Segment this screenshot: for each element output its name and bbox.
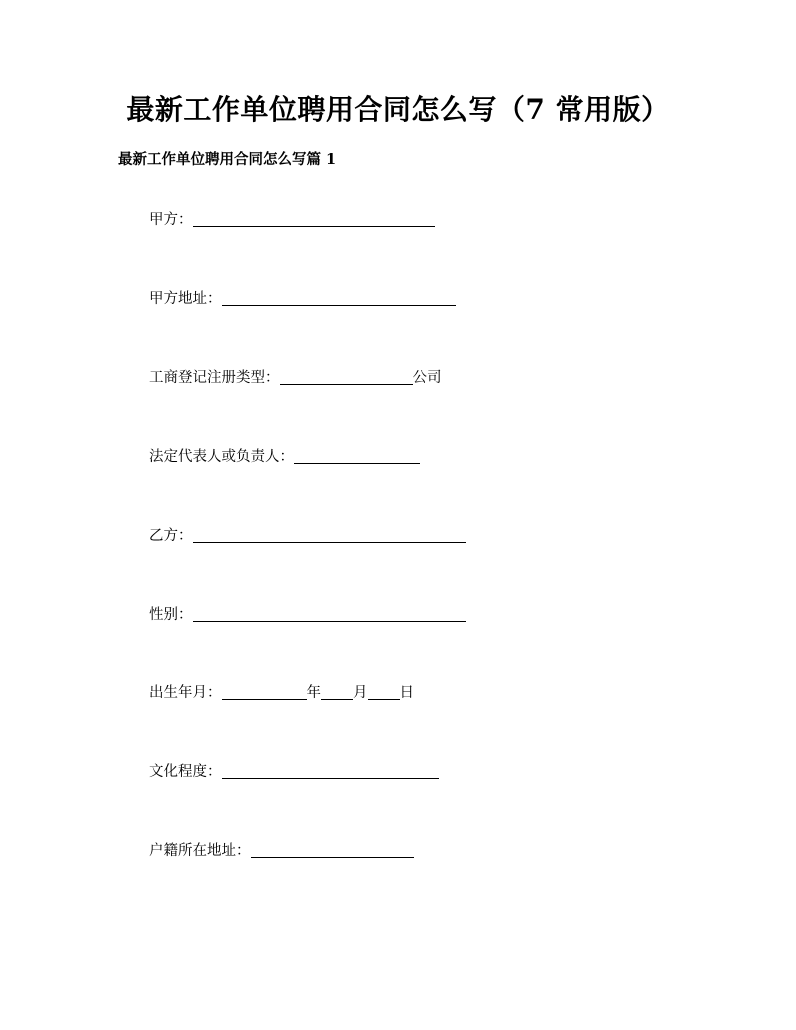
business-registration-type-label: 工商登记注册类型：	[149, 370, 280, 386]
birth-year-unit: 年	[306, 685, 321, 701]
party-a-field	[149, 209, 435, 231]
section-heading: 最新工作单位聘用合同怎么写篇 1	[118, 151, 337, 168]
legal-representative-field	[149, 446, 420, 468]
party-b-blank[interactable]	[193, 526, 466, 543]
birth-day-unit: 日	[399, 685, 414, 701]
party-a-address-label: 甲方地址：	[149, 291, 222, 307]
party-b-label: 乙方：	[149, 528, 193, 544]
household-address-blank[interactable]	[251, 841, 414, 858]
birth-month-unit: 月	[353, 685, 368, 701]
education-blank[interactable]	[222, 762, 439, 779]
party-a-address-field	[149, 288, 456, 310]
birth-year-blank[interactable]	[222, 683, 307, 700]
document-title: 最新工作单位聘用合同怎么写（7 常用版）	[126, 93, 670, 126]
birth-month-blank[interactable]	[321, 683, 353, 700]
gender-field	[149, 604, 466, 626]
party-a-blank[interactable]	[193, 210, 435, 227]
birth-date-label: 出生年月：	[149, 685, 222, 701]
legal-representative-blank[interactable]	[294, 447, 420, 464]
education-field	[149, 761, 439, 783]
birth-date-field	[149, 682, 414, 704]
education-label: 文化程度：	[149, 764, 222, 780]
legal-representative-label: 法定代表人或负责人：	[149, 449, 294, 465]
party-b-field	[149, 525, 466, 547]
household-address-label: 户籍所在地址：	[149, 843, 251, 859]
household-address-field	[149, 840, 414, 862]
business-registration-type-suffix: 公司	[412, 370, 442, 386]
party-a-address-blank[interactable]	[222, 289, 456, 306]
gender-label: 性别：	[149, 607, 193, 623]
party-a-label: 甲方：	[149, 212, 193, 228]
birth-day-blank[interactable]	[368, 683, 400, 700]
business-registration-type-blank[interactable]	[280, 368, 413, 385]
business-registration-type-field	[149, 367, 442, 389]
gender-blank[interactable]	[193, 605, 466, 622]
